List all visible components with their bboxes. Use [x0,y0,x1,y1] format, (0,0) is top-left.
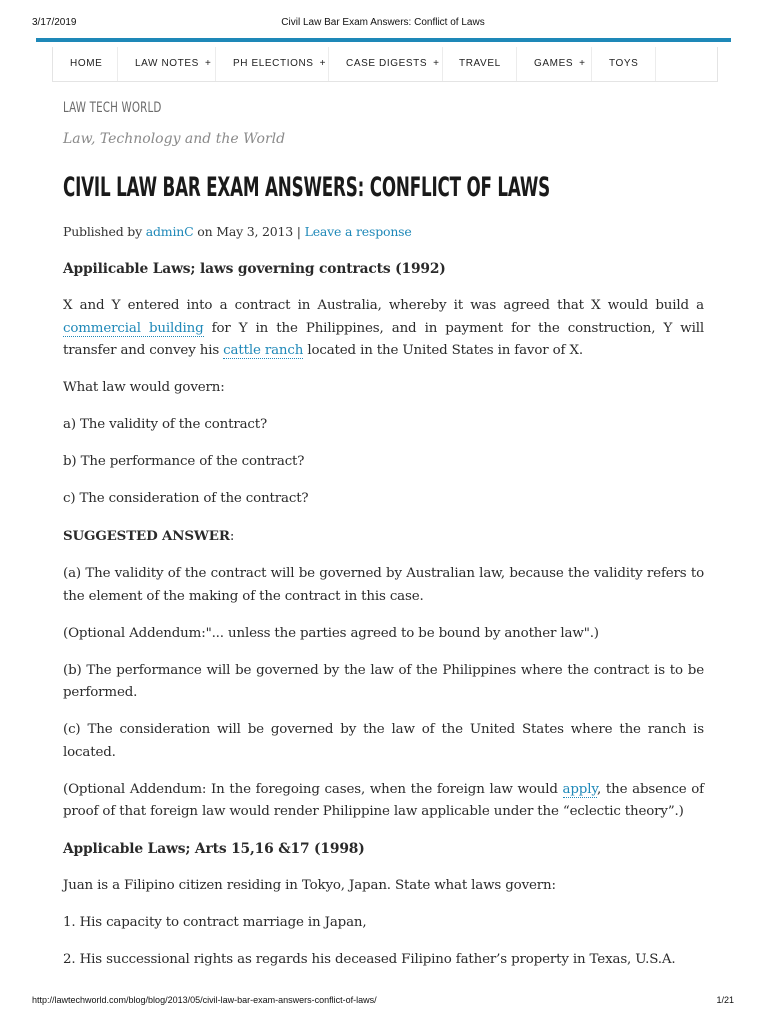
nav-item-games[interactable]: GAMES + [534,58,586,69]
question-item: b) The performance of the contract? [63,454,305,469]
plus-icon: + [433,58,440,69]
answer-paragraph: (b) The performance will be governed by the law of the Philippines where the contract is to be performed. [63,662,704,700]
nav-item-ph-elections[interactable]: PH ELECTIONS + [233,58,327,69]
commercial-building-link[interactable]: commercial building [63,320,204,336]
nav-item-home[interactable]: HOME [70,58,103,69]
author-link[interactable]: adminC [145,224,194,239]
leave-response-link[interactable]: Leave a response [304,224,412,239]
plus-icon: + [579,58,586,69]
page-number: 1/21 [716,995,734,1005]
question-item: c) The consideration of the contract? [63,491,309,506]
section-heading: Applicable Laws; Arts 15,16 &17 (1998) [63,841,365,857]
print-url: http://lawtechworld.com/blog/blog/2013/05/civil-law-bar-exam-answers-conflict-of-laws/ [32,995,377,1005]
print-footer [32,995,734,1007]
print-date: 3/17/2019 [32,17,77,28]
question-item: a) The validity of the contract? [63,417,268,432]
nav-item-law-notes[interactable]: LAW NOTES + [135,58,212,69]
answer-paragraph: (Optional Addendum: In the foregoing cases, when the foreign law would apply, the absence of proof of that foreign law would render Philippine law applicable under the “eclectic theory”.) [63,781,704,819]
answer-paragraph: (Optional Addendum:"... unless the parties agreed to be bound by another law".) [63,625,599,641]
accent-bar [36,38,731,42]
answer-paragraph: (a) The validity of the contract will be governed by Australian law, because the validity refers to the element of the making of the contract in this case. [63,566,704,604]
nav-item-case-digests[interactable]: CASE DIGESTS + [346,58,440,69]
print-header [32,17,734,31]
plus-icon: + [319,58,327,69]
plus-icon: + [204,58,212,69]
list-item: 1. His capacity to contract marriage in Japan, [63,915,367,930]
suggested-answer-label: SUGGESTED ANSWER: [63,528,235,544]
section-heading: Appilicable Laws; laws governing contracts (1992) [63,261,446,277]
print-doc-title: Civil Law Bar Exam Answers: Conflict of Laws [281,17,485,28]
post-title: CIVIL LAW BAR EXAM ANSWERS: CONFLICT OF LAWS [63,172,551,203]
nav-item-travel[interactable]: TRAVEL [459,58,501,69]
site-title[interactable]: LAW TECH WORLD [63,100,162,116]
paragraph: X and Y entered into a contract in Australia, whereby it was agreed that X would build a commercial building for Y in the Philippines, and in payment for the construction, Y will transfer and convey his cattle ranch located in the United States in favor of X. [63,298,704,358]
main-nav [52,47,718,82]
paragraph: Juan is a Filipino citizen residing in Tokyo, Japan. State what laws govern: [63,878,556,893]
nav-item-toys[interactable]: TOYS [609,58,639,69]
post-meta: Published by adminC on May 3, 2013 | Leave a response [63,224,412,239]
answer-paragraph: (c) The consideration will be governed by the law of the United States where the ranch is located. [63,722,704,760]
apply-link[interactable]: apply [562,781,597,797]
post-content [63,258,704,986]
cattle-ranch-link[interactable]: cattle ranch [223,343,304,358]
list-item: 2. His successional rights as regards his deceased Filipino father’s property in Texas, U.S.A. [63,952,676,967]
paragraph: What law would govern: [63,380,225,395]
site-tagline: Law, Technology and the World [63,131,286,147]
